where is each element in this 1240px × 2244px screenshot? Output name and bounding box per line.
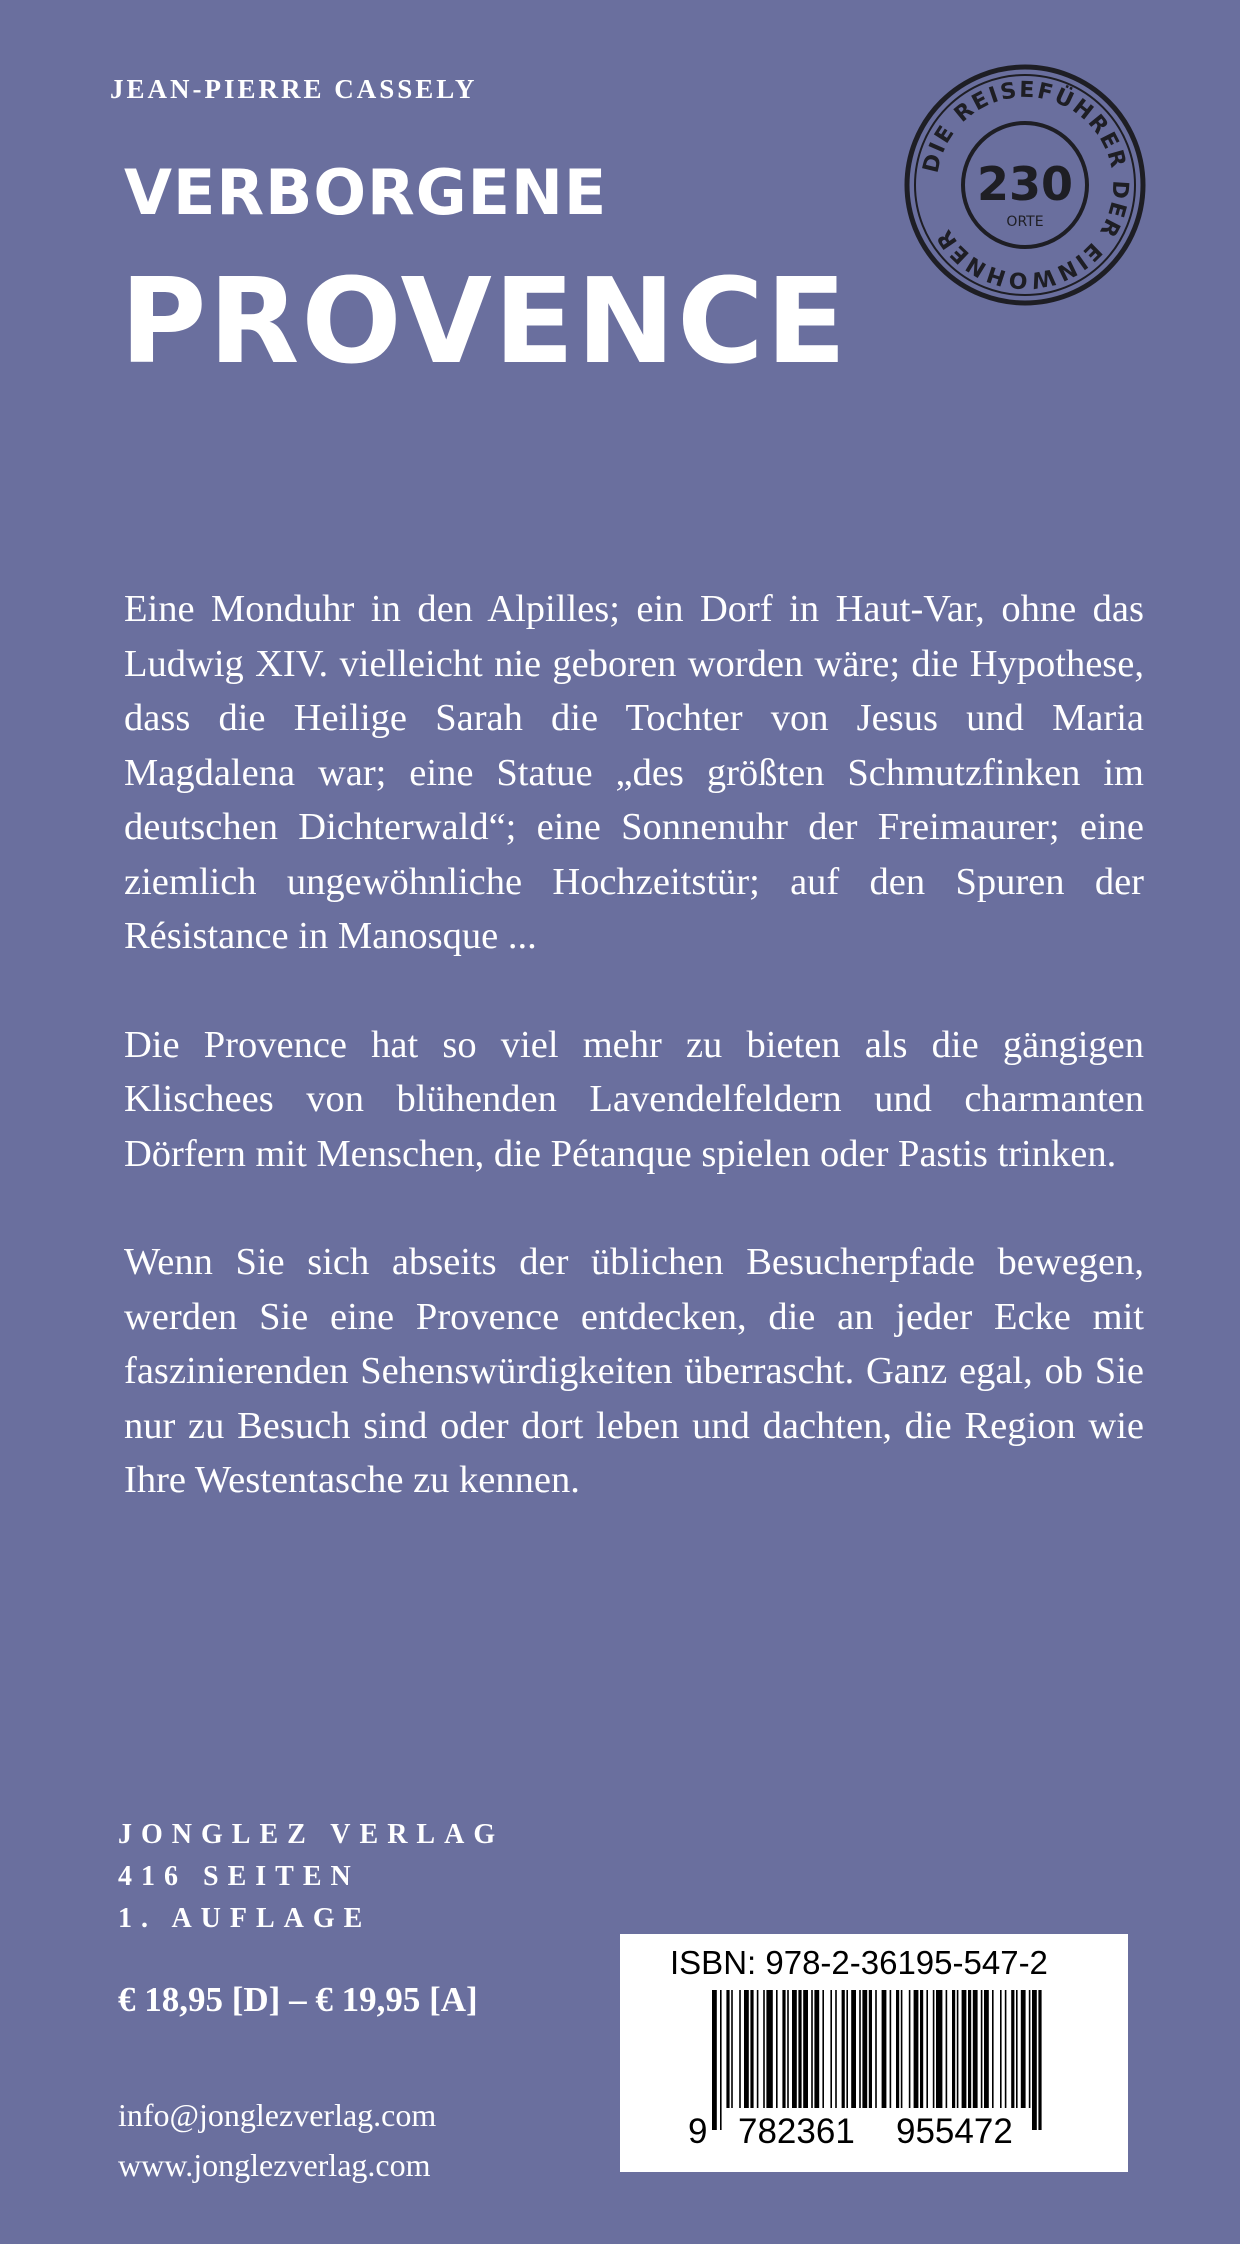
barcode-bar	[973, 1990, 978, 2108]
barcode-bar	[1021, 1990, 1026, 2108]
barcode-image	[712, 1990, 1042, 2130]
barcode-bar	[869, 1990, 872, 2108]
publisher: JONGLEZ VERLAG	[118, 1819, 505, 1850]
barcode-bar	[750, 1990, 753, 2108]
barcode-bar	[803, 1990, 808, 2108]
barcode-bar	[914, 1990, 919, 2108]
barcode-bar	[782, 1990, 785, 2108]
stamp-unit: ORTE	[1006, 214, 1044, 230]
barcode-bar	[946, 1990, 948, 2108]
barcode-digit-first: 9	[688, 2112, 708, 2151]
barcode-bar	[739, 1990, 741, 2108]
barcode-bar	[1005, 1990, 1007, 2108]
barcode-bar	[1032, 1990, 1037, 2130]
stamp-badge	[900, 60, 1150, 310]
page-count: 416 SEITEN	[118, 1861, 360, 1892]
barcode-bar	[712, 1990, 717, 2130]
barcode-bar	[1011, 1990, 1014, 2108]
barcode-digits-right: 955472	[896, 2112, 1013, 2151]
edition: 1. AUFLAGE	[118, 1903, 372, 1934]
barcode-bar	[875, 1990, 877, 2108]
barcode-bar	[920, 1990, 923, 2108]
barcode-digits-left: 782361	[738, 2112, 855, 2151]
barcode-bar	[901, 1990, 903, 2108]
barcode-bar	[835, 1990, 837, 2108]
description-paragraph: Eine Monduhr in den Alpilles; ein Dorf in Haut-Var, ohne das Ludwig XIV. vielleicht nie geboren worden wäre; die Hypothese, dass die Heilige Sarah die Tochter von Jesus und Maria Magdalena war; eine Statue „des größten Schmutzfinken im deutschen Dichterwald“; eine Sonnenuhr der Freimaurer; eine ziemlich ungewöhnliche Hochzeitstür; auf den Spuren der Résistance in Manosque ...	[124, 588, 1144, 957]
email-link[interactable]: info@jonglezverlag.com	[118, 2097, 437, 2133]
barcode-bar	[846, 1990, 848, 2108]
website-link[interactable]: www.jonglezverlag.com	[118, 2147, 431, 2183]
price: € 18,95 [D] – € 19,95 [A]	[118, 1980, 478, 2019]
stamp-count: 230	[976, 157, 1074, 211]
publication-info	[118, 1814, 504, 1940]
barcode-bar	[798, 1990, 801, 2108]
barcode-bar	[787, 1990, 789, 2108]
barcode-bar	[859, 1990, 861, 2108]
description-paragraph: Die Provence hat so viel mehr zu bieten als die gängigen Klischees von blühenden Lavendelfeldern und charmanten Dörfern mit Menschen, die Pétanque spielen oder Pastis trinken.	[124, 1023, 1144, 1175]
barcode-bar	[962, 1990, 967, 2108]
barcode-bar	[1016, 1990, 1018, 2108]
barcode-bar	[726, 1990, 729, 2108]
barcode-bar	[814, 1990, 819, 2108]
barcode-bar	[968, 1990, 971, 2108]
barcode-bar	[1000, 1990, 1002, 2108]
barcode-bar	[757, 1990, 759, 2108]
description-paragraph: Wenn Sie sich abseits der üblichen Besucherpfade bewegen, werden Sie eine Provence entdecken, die an jeder Ecke mit faszinierenden Sehenswürdigkeiten überrascht. Ganz egal, ob Sie nur zu Besuch sind oder dort leben und dachten, die Region wie Ihre Westentasche zu kennen.	[124, 1241, 1144, 1501]
barcode-bar	[731, 1990, 733, 2108]
barcode-bar	[1038, 1990, 1041, 2130]
description	[124, 582, 1144, 1562]
barcode-bar	[952, 1990, 955, 2108]
barcode-bar	[766, 1990, 772, 2108]
barcode-bar	[792, 1990, 797, 2108]
barcode-bar	[936, 1990, 942, 2108]
stamp-ring-text: DIE REISEFÜHRER DER EINWOHNER	[918, 77, 1133, 293]
barcode-bar	[744, 1990, 749, 2108]
barcode-bar	[720, 1990, 722, 2130]
barcode-bar	[830, 1990, 832, 2108]
barcode-bar	[882, 1990, 887, 2108]
title-main: PROVENCE	[120, 252, 849, 390]
barcode-bar	[811, 1990, 813, 2108]
author-name: JEAN-PIERRE CASSELY	[110, 74, 478, 104]
isbn-label: ISBN: 978-2-36195-547-2	[670, 1944, 1048, 1981]
barcode-bar	[890, 1990, 892, 2108]
barcode-bar	[896, 1990, 899, 2108]
barcode-panel	[620, 1934, 1128, 2172]
barcode-bar	[1029, 1990, 1031, 2108]
barcode-bar	[763, 1990, 765, 2108]
barcode-bar	[909, 1990, 911, 2108]
barcode-bar	[992, 1990, 994, 2108]
barcode-bar	[933, 1990, 935, 2108]
barcode-bar	[984, 1990, 989, 2108]
barcode-bar	[822, 1990, 824, 2108]
barcode-bar	[842, 1990, 845, 2108]
barcode-bar	[776, 1990, 778, 2108]
barcode-bar	[851, 1990, 856, 2108]
title-top: VERBORGENE	[124, 156, 608, 229]
barcode-bar	[862, 1990, 867, 2108]
barcode-bar	[926, 1990, 928, 2108]
barcode-bar	[981, 1990, 983, 2108]
contact-info	[118, 2090, 436, 2190]
barcode-bar	[957, 1990, 959, 2108]
